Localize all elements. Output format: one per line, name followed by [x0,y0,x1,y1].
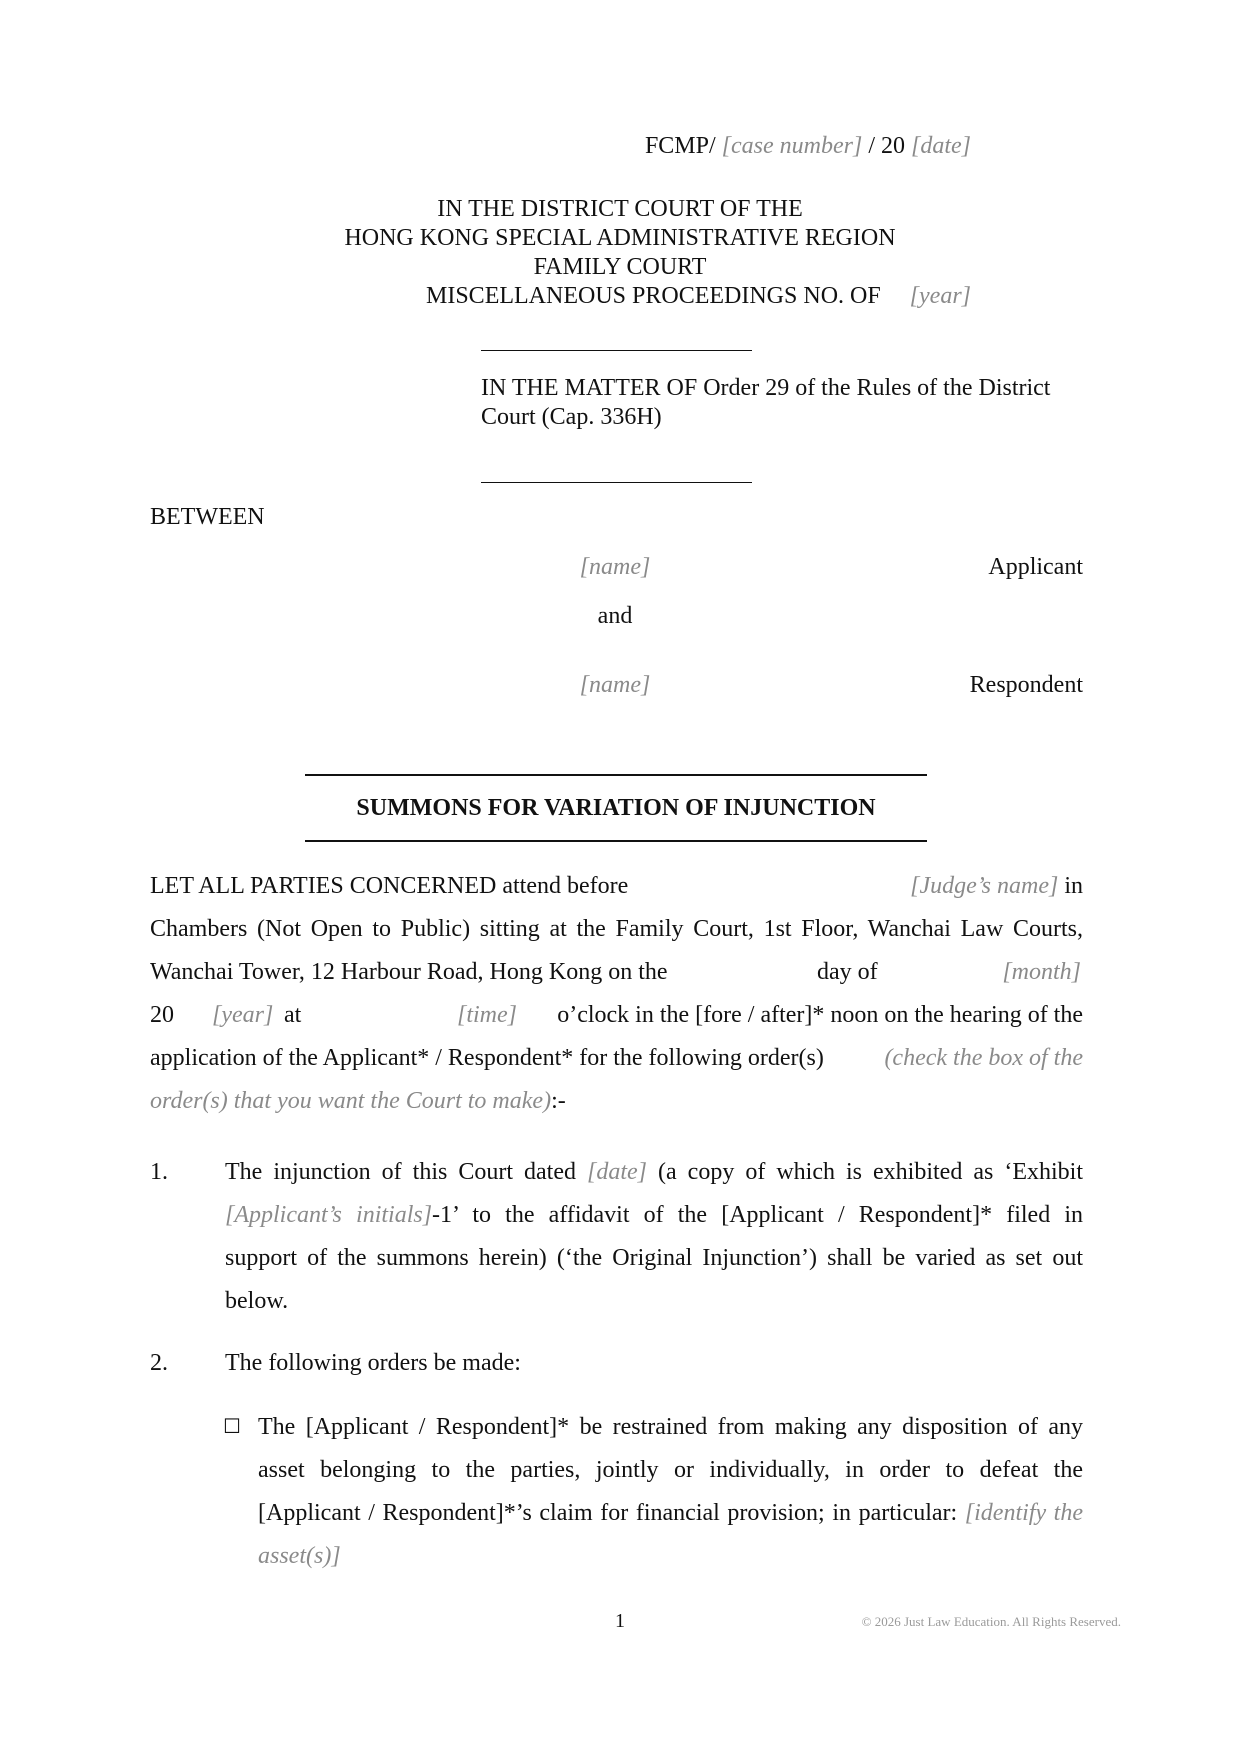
hearing-year-placeholder: [year] [212,1002,274,1028]
intro-line1-end [910,873,1083,900]
item2-text: The following orders be made: [225,1350,521,1376]
intro-line4-at: at [284,1002,302,1028]
court-heading-line2: HONG KONG SPECIAL ADMINISTRATIVE REGION [344,225,896,251]
item2-number: 2. [150,1350,168,1376]
intro-line6 [150,1088,566,1115]
item1-number: 1. [150,1159,168,1185]
applicant-name-placeholder: [name] [579,554,651,580]
copyright-notice: © 2026 Just Law Education. All Rights Reserved. [861,1614,1121,1629]
option1-checkbox[interactable]: ☐ [223,1414,241,1438]
case-prefix: FCMP/ [644,133,716,159]
option1-line4: asset(s)] [258,1543,341,1569]
intro-line2: Chambers (Not Open to Public) sitting at the Family Court, 1st Floor, Wanchai Law Courts, [150,916,1083,942]
court-heading-line1: IN THE DISTRICT COURT OF THE [437,196,803,222]
item1-line3: support of the summons herein) (‘the Original Injunction’) shall be varied as set out [225,1245,1083,1271]
option1-line3 [258,1500,1083,1527]
document-title: SUMMONS FOR VARIATION OF INJUNCTION [356,795,876,821]
title-bottom-rule [305,840,927,842]
court-heading-line3: FAMILY COURT [533,254,707,280]
intro-line5-text: application of the Applicant* / Respondent* for the following order(s) [150,1045,824,1071]
item1-line1-text: The injunction of this Court dated [225,1159,576,1185]
item1-line2-text: -1’ to the affidavit of the [Applicant / Respondent]* filed in [432,1202,1083,1228]
option1-line1: The [Applicant / Respondent]* be restrained from making any disposition of any [258,1414,1083,1440]
between-label: BETWEEN [150,504,265,530]
case-number-placeholder: [case number] [721,133,863,159]
respondent-name-placeholder: [name] [579,672,651,698]
case-year-prefix: / 20 [868,133,905,159]
intro-line4-text: o’clock in the [fore / after]* noon on the hearing of the [557,1002,1083,1028]
parties-and: and [597,603,633,629]
intro-line3-text: Wanchai Tower, 12 Harbour Road, Hong Kong on the [150,959,668,985]
intro-line6-instruction: order(s) that you want the Court to make) [150,1088,552,1114]
option1-line2: asset belonging to the parties, jointly or individually, in order to defeat the [258,1457,1083,1483]
title-top-rule [305,774,927,776]
injunction-date-placeholder: [date] [587,1159,648,1185]
matter-line1: IN THE MATTER OF Order 29 of the Rules of the District [481,375,1051,401]
court-heading-line4: MISCELLANEOUS PROCEEDINGS NO. OF [426,283,881,309]
option1-line3-text: [Applicant / Respondent]*’s claim for financial provision; in particular: [258,1500,958,1526]
identify-assets-placeholder: [identify the [964,1500,1084,1526]
time-placeholder: [time] [457,1002,517,1028]
item1-line1-rest: (a copy of which is exhibited as ‘Exhibit [658,1159,1084,1185]
item1-line2 [225,1202,1083,1229]
item1-line4: below. [225,1288,289,1314]
applicant-label: Applicant [988,554,1083,580]
intro-line1-text: LET ALL PARTIES CONCERNED attend before [150,873,629,899]
page-number: 1 [615,1610,625,1632]
matter-top-rule [481,350,752,351]
case-date-placeholder: [date] [911,133,971,159]
case-reference [645,133,971,160]
intro-line3-day-of: day of [817,959,878,985]
matter-bottom-rule [481,482,752,483]
month-placeholder: [month] [1002,959,1081,985]
intro-line4-twenty: 20 [150,1002,174,1028]
intro-line5-instruction: (check the box of the [884,1045,1083,1071]
judge-name-placeholder: [Judge’s name] [910,873,1059,899]
intro-line6-end: :- [551,1088,566,1114]
matter-line2: Court (Cap. 336H) [481,404,662,430]
item1-line1 [225,1159,1083,1186]
intro-line1-in: in [1064,873,1083,899]
applicant-initials-placeholder: [Applicant’s initials] [225,1202,433,1228]
court-year-placeholder: [year] [909,283,971,309]
respondent-label: Respondent [969,672,1083,698]
